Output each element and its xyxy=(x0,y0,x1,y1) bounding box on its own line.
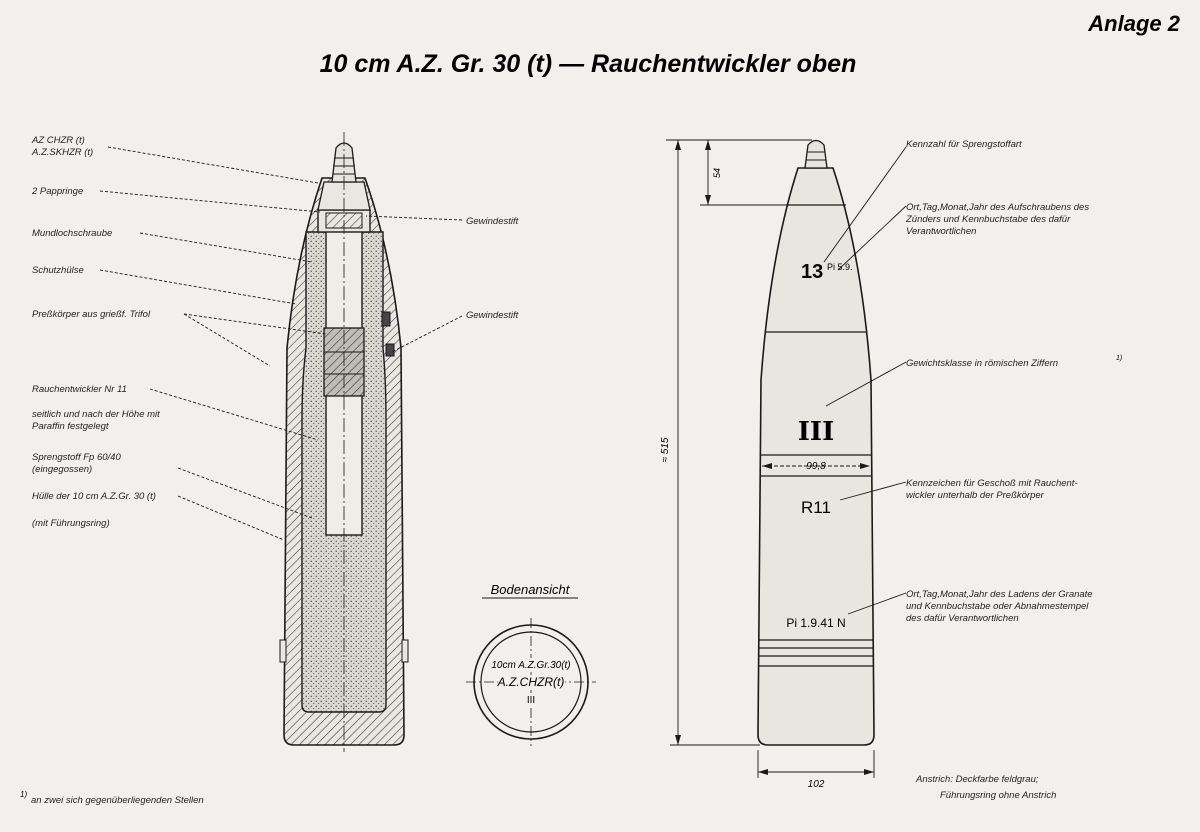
base-view xyxy=(466,582,596,746)
label-shell-1: Hülle der 10 cm A.Z.Gr. 30 (t) xyxy=(32,491,156,502)
smoke-mark: R11 xyxy=(801,498,831,517)
ext-label-load-2: und Kennbuchstabe oder Abnahmestempel xyxy=(906,601,1089,612)
label-fuze-1: AZ CHZR (t) xyxy=(32,135,85,146)
dim-length: ≈ 515 xyxy=(660,437,671,463)
label-plug: Mundlochschraube xyxy=(32,228,113,239)
base-line-2: A.Z.CHZR(t) xyxy=(497,675,565,689)
ext-label-explosive: Kennzahl für Sprengstoffart xyxy=(906,139,1022,150)
paint-note-1: Anstrich: Deckfarbe feldgrau; xyxy=(916,774,1039,785)
page-title: 10 cm A.Z. Gr. 30 (t) — Rauchentwickler oben xyxy=(319,50,857,78)
label-pin-1: Gewindestift xyxy=(466,216,519,227)
ext-label-fuze-3: Verantwortlichen xyxy=(906,226,977,237)
base-line-1: 10cm A.Z.Gr.30(t) xyxy=(491,660,571,671)
paint-note-2: Führungsring ohne Anstrich xyxy=(940,790,1057,801)
ext-label-fuze-2: Zünders und Kennbuchstabe des dafür xyxy=(906,214,1071,225)
dim-body-dia: 99,8 xyxy=(806,461,826,472)
date-mark: Pi 1.9.41 N xyxy=(786,616,846,630)
cross-section-drawing xyxy=(280,132,408,752)
ext-label-fuze-1: Ort,Tag,Monat,Jahr des Aufschraubens des xyxy=(906,202,1090,213)
dim-band-dia: 102 xyxy=(807,779,825,790)
ext-label-load-1: Ort,Tag,Monat,Jahr des Ladens der Granate xyxy=(906,589,1093,600)
annex-label: Anlage 2 xyxy=(1088,11,1180,36)
marking-number: 13 xyxy=(801,261,824,283)
label-fuze-2: A.Z.SKHZR (t) xyxy=(32,147,94,158)
label-charge-1: Sprengstoff Fp 60/40 xyxy=(32,452,121,463)
label-pellets: Preßkörper aus grießf. Trifol xyxy=(32,309,151,320)
marking-small: Pi 5.9. xyxy=(827,262,853,272)
section-leaders xyxy=(100,147,462,540)
footnote-text: an zwei sich gegenüberliegenden Stellen xyxy=(31,795,204,806)
ext-label-load-3: des dafür Verantwortlichen xyxy=(906,613,1019,624)
ext-label-weight-sup: 1) xyxy=(1116,355,1123,362)
label-charge-2: (eingegossen) xyxy=(32,464,93,475)
label-shell-2: (mit Führungsring) xyxy=(32,518,110,529)
footnote-mark: 1) xyxy=(20,790,28,799)
label-smoke-1: Rauchentwickler Nr 11 xyxy=(32,384,127,395)
label-pin-2: Gewindestift xyxy=(466,310,519,321)
ext-label-smoke-1: Kennzeichen für Geschoß mit Rauchent- xyxy=(906,478,1078,489)
base-view-title: Bodenansicht xyxy=(490,582,570,597)
dim-nose: 54 xyxy=(712,167,722,179)
label-rings: 2 Pappringe xyxy=(32,186,84,197)
weight-class-mark: III xyxy=(797,417,835,447)
label-smoke-3: Paraffin festgelegt xyxy=(32,421,109,432)
ext-label-weight: Gewichtsklasse in römischen Ziffern xyxy=(906,358,1059,369)
label-sleeve: Schutzhülse xyxy=(32,265,84,276)
base-line-3: III xyxy=(526,695,536,706)
ext-label-smoke-2: wickler unterhalb der Preßkörper xyxy=(906,490,1044,501)
label-smoke-2: seitlich und nach der Höhe mit xyxy=(32,409,160,420)
